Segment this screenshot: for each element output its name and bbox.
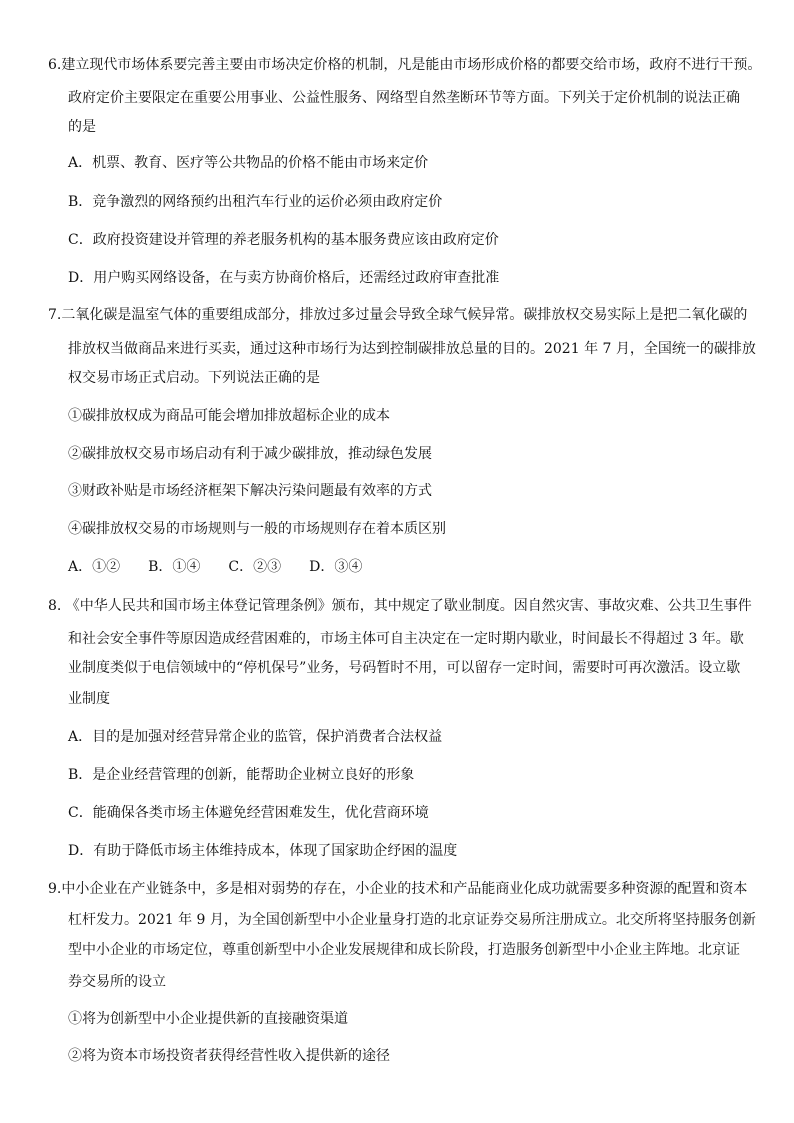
- question-7-options: A．①② B．①④ C．②③ D．③④: [68, 559, 363, 575]
- question-8-choice-c: C．能确保各类市场主体避免经营困难发生，优化营商环境: [68, 805, 429, 821]
- question-7-line-1: 7.二氧化碳是温室气体的重要组成部分，排放过多过量会导致全球气候异常。碳排放权交易实际上是把二氧化碳的: [48, 307, 748, 323]
- question-6-choice-c: C．政府投资建设并管理的养老服务机构的基本服务费应该由政府定价: [68, 232, 499, 248]
- question-7-line-2: 排放权当做商品来进行买卖，通过这种市场行为达到控制碳排放总量的目的。2021 年 7 月，全国统一的碳排放: [68, 341, 756, 357]
- question-9-line-1: 9.中小企业在产业链条中，多是相对弱势的存在，小企业的技术和产品能商业化成功就需要多种资源的配置和资本: [48, 881, 748, 897]
- question-7-statement-2: ②碳排放权交易市场启动有利于减少碳排放，推动绿色发展: [68, 446, 432, 462]
- question-8-line-3: 业制度类似于电信领域中的“停机保号”业务，号码暂时不用，可以留存一定时间，需要时可再次激活。设立歇: [68, 660, 741, 676]
- question-8-line-4: 业制度: [68, 691, 110, 707]
- question-8-choice-d: D．有助于降低市场主体维持成本，体现了国家助企纾困的温度: [68, 843, 458, 859]
- question-8-choice-a: A．目的是加强对经营异常企业的监管，保护消费者合法权益: [68, 729, 443, 745]
- question-9-line-4: 券交易所的设立: [68, 974, 166, 990]
- question-6-line-3: 的是: [68, 119, 96, 135]
- question-9-statement-1: ①将为创新型中小企业提供新的直接融资渠道: [68, 1011, 348, 1027]
- question-6-line-2: 政府定价主要限定在重要公用事业、公益性服务、网络型自然垄断环节等方面。下列关于定价机制的说法正确: [68, 90, 740, 106]
- question-8-line-2: 和社会安全事件等原因造成经营困难的，市场主体可自主决定在一定时期内歇业，时间最长不得超过 3 年。歇: [68, 631, 744, 647]
- question-7-statement-1: ①碳排放权成为商品可能会增加排放超标企业的成本: [68, 408, 390, 424]
- question-7-statement-3: ③财政补贴是市场经济框架下解决污染问题最有效率的方式: [68, 483, 432, 499]
- question-6-choice-d: D．用户购买网络设备，在与卖方协商价格后，还需经过政府审查批准: [68, 270, 500, 286]
- question-7-statement-4: ④碳排放权交易的市场规则与一般的市场规则存在着本质区别: [68, 521, 446, 537]
- question-9-line-2: 杠杆发力。2021 年 9 月，为全国创新型中小企业量身打造的北京证券交易所注册成立。北交所将坚持服务创新: [68, 912, 756, 928]
- question-6-choice-a: A．机票、教育、医疗等公共物品的价格不能由市场来定价: [68, 155, 429, 171]
- question-7-line-3: 权交易市场正式启动。下列说法正确的是: [68, 370, 320, 386]
- question-8-choice-b: B．是企业经营管理的创新，能帮助企业树立良好的形象: [68, 767, 415, 783]
- question-9-statement-2: ②将为资本市场投资者获得经营性收入提供新的途径: [68, 1048, 390, 1064]
- question-6-line-1: 6.建立现代市场体系要完善主要由市场决定价格的机制，凡是能由市场形成价格的都要交给市场，政府不进行干预。: [48, 57, 762, 73]
- question-8-line-1: 8. 《中华人民共和国市场主体登记管理条例》颁布，其中规定了歇业制度。因自然灾害、事故灾难、公共卫生事件: [48, 598, 752, 614]
- question-6-choice-b: B．竞争激烈的网络预约出租汽车行业的运价必须由政府定价: [68, 194, 443, 210]
- question-9-line-3: 型中小企业的市场定位，尊重创新型中小企业发展规律和成长阶段，打造服务创新型中小企业主阵地。北京证: [68, 942, 740, 958]
